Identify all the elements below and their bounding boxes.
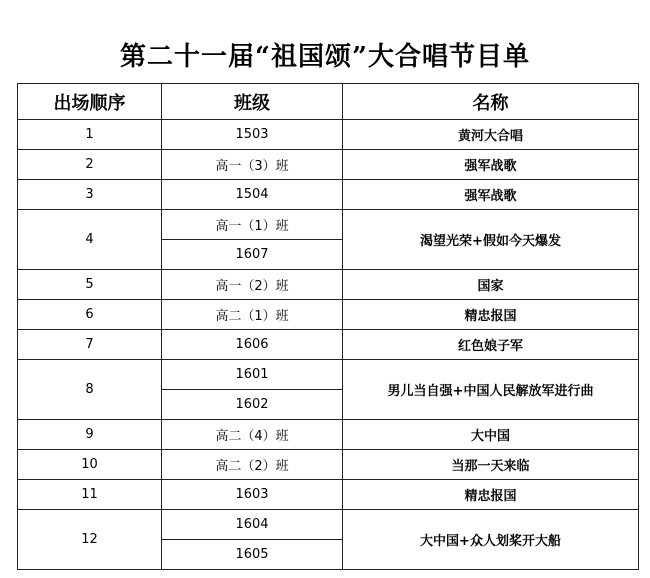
- class-cell: 1607: [162, 240, 343, 270]
- class-cell: 高二（1）班: [162, 300, 343, 330]
- table-header-row: [18, 84, 639, 120]
- page-title: 第二十一届“祖国颂”大合唱节目单: [120, 42, 530, 72]
- table-row: [18, 150, 639, 180]
- order-cell: 4: [18, 210, 162, 270]
- program-name-cell: 红色娘子军: [343, 330, 639, 360]
- order-cell: 9: [18, 420, 162, 450]
- program-table: [17, 83, 639, 570]
- table-row: [18, 210, 639, 240]
- order-cell: 12: [18, 510, 162, 570]
- order-cell: 5: [18, 270, 162, 300]
- program-name-cell: 强军战歌: [343, 150, 639, 180]
- program-name-cell: 大中国: [343, 420, 639, 450]
- table-row: [18, 330, 639, 360]
- class-cell: 高一（3）班: [162, 150, 343, 180]
- program-name-cell: 黄河大合唱: [343, 120, 639, 150]
- program-table-body: [18, 120, 639, 570]
- header-order: 出场顺序: [18, 84, 162, 120]
- table-row: [18, 270, 639, 300]
- table-row: [18, 480, 639, 510]
- program-name-cell: 精忠报国: [343, 300, 639, 330]
- class-cell: 1504: [162, 180, 343, 210]
- table-row: [18, 300, 639, 330]
- class-cell: 1603: [162, 480, 343, 510]
- table-row: [18, 450, 639, 480]
- order-cell: 7: [18, 330, 162, 360]
- program-name-cell: 男儿当自强+中国人民解放军进行曲: [343, 360, 639, 420]
- order-cell: 1: [18, 120, 162, 150]
- class-cell: 1601: [162, 360, 343, 390]
- table-row: [18, 510, 639, 540]
- order-cell: 10: [18, 450, 162, 480]
- class-cell: 1604: [162, 510, 343, 540]
- program-name-cell: 渴望光荣+假如今天爆发: [343, 210, 639, 270]
- class-cell: 高一（2）班: [162, 270, 343, 300]
- program-name-cell: 强军战歌: [343, 180, 639, 210]
- table-row: [18, 120, 639, 150]
- header-name: 名称: [343, 84, 639, 120]
- class-cell: 1606: [162, 330, 343, 360]
- program-name-cell: 当那一天来临: [343, 450, 639, 480]
- table-row: [18, 180, 639, 210]
- table-row: [18, 360, 639, 390]
- class-cell: 高一（1）班: [162, 210, 343, 240]
- class-cell: 1602: [162, 390, 343, 420]
- header-class: 班级: [162, 84, 343, 120]
- order-cell: 3: [18, 180, 162, 210]
- class-cell: 高二（4）班: [162, 420, 343, 450]
- class-cell: 1503: [162, 120, 343, 150]
- program-name-cell: 精忠报国: [343, 480, 639, 510]
- order-cell: 2: [18, 150, 162, 180]
- class-cell: 1605: [162, 540, 343, 570]
- order-cell: 11: [18, 480, 162, 510]
- program-name-cell: 国家: [343, 270, 639, 300]
- order-cell: 8: [18, 360, 162, 420]
- program-name-cell: 大中国+众人划桨开大船: [343, 510, 639, 570]
- class-cell: 高二（2）班: [162, 450, 343, 480]
- table-row: [18, 420, 639, 450]
- order-cell: 6: [18, 300, 162, 330]
